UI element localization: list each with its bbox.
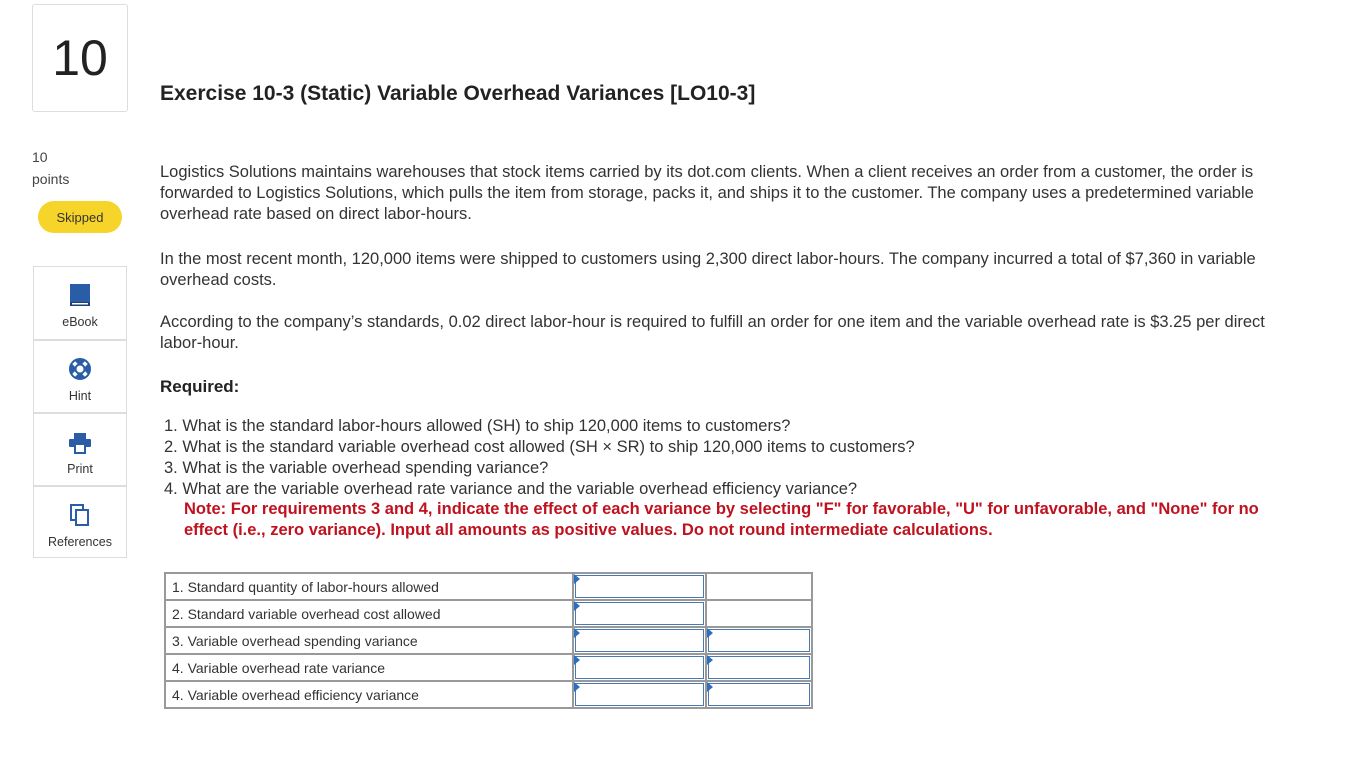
amount-input[interactable]: [575, 602, 704, 625]
amount-cell: [573, 627, 706, 654]
row-label: 4. Variable overhead efficiency variance: [165, 681, 573, 708]
input-marker-icon: [574, 655, 580, 665]
effect-select[interactable]: [708, 656, 810, 679]
amount-cell: [573, 681, 706, 708]
exercise-title: Exercise 10-3 (Static) Variable Overhead Variances [LO10-3]: [160, 82, 756, 105]
input-marker-icon: [574, 574, 580, 584]
question-number: 10: [32, 4, 128, 112]
input-marker-icon: [707, 682, 713, 692]
requirement-item: 3. What is the variable overhead spending variance?: [164, 459, 549, 477]
problem-paragraph-3: According to the company’s standards, 0.02 direct labor-hour is required to fulfill an order for one item and the variable overhead rate is $3.25 per direct labor-hour.: [160, 313, 1265, 352]
answer-table: [164, 572, 813, 709]
input-marker-icon: [574, 628, 580, 638]
lifebuoy-icon: [68, 355, 92, 381]
effect-select[interactable]: [708, 629, 810, 652]
input-marker-icon: [707, 655, 713, 665]
table-row: [165, 627, 812, 654]
instructions-note: Note: For requirements 3 and 4, indicate the effect of each variance by selecting "F" for favorable, "U" for unfavorable, and "None" for no effect (i.e., zero variance). Input all amounts as positive values. Do not round intermediate calculations.: [184, 500, 1259, 539]
problem-paragraph-1: Logistics Solutions maintains warehouses that stock items carried by its dot.com clients. When a client receives an order from a customer, the order is forwarded to Logistics Solutions, which pulls the item from storage, packs it, and ships it to the customer. The company uses a predetermined variable overhead rate based on direct labor-hours.: [160, 163, 1254, 223]
effect-cell: [706, 627, 812, 654]
amount-input[interactable]: [575, 575, 704, 598]
print-button[interactable]: [33, 413, 127, 486]
effect-select[interactable]: [708, 683, 810, 706]
requirement-item: 2. What is the standard variable overhead cost allowed (SH × SR) to ship 120,000 items to customers?: [164, 438, 915, 456]
effect-cell: [706, 681, 812, 708]
empty-cell: [706, 600, 812, 627]
input-marker-icon: [574, 601, 580, 611]
copy-icon: [69, 501, 91, 527]
row-label: 4. Variable overhead rate variance: [165, 654, 573, 681]
requirement-item: 4. What are the variable overhead rate variance and the variable overhead efficiency variance?: [164, 480, 858, 498]
row-label: 3. Variable overhead spending variance: [165, 627, 573, 654]
printer-icon: [68, 428, 92, 454]
input-marker-icon: [707, 628, 713, 638]
amount-input[interactable]: [575, 629, 704, 652]
effect-cell: [706, 654, 812, 681]
amount-cell: [573, 600, 706, 627]
table-row: [165, 681, 812, 708]
points-label: points: [32, 171, 70, 187]
references-button[interactable]: [33, 486, 127, 558]
table-row: [165, 654, 812, 681]
table-row: [165, 573, 812, 600]
requirement-item: 1. What is the standard labor-hours allowed (SH) to ship 120,000 items to customers?: [164, 417, 791, 435]
required-heading: Required:: [160, 377, 240, 396]
ebook-label: eBook: [62, 315, 98, 329]
empty-cell: [706, 573, 812, 600]
requirements-list: [164, 416, 915, 500]
print-label: Print: [67, 462, 93, 476]
amount-input[interactable]: [575, 656, 704, 679]
input-marker-icon: [574, 682, 580, 692]
row-label: 2. Standard variable overhead cost allowed: [165, 600, 573, 627]
row-label: 1. Standard quantity of labor-hours allowed: [165, 573, 573, 600]
amount-cell: [573, 573, 706, 600]
points-value: 10: [32, 149, 48, 165]
amount-cell: [573, 654, 706, 681]
amount-input[interactable]: [575, 683, 704, 706]
table-row: [165, 600, 812, 627]
hint-label: Hint: [68, 389, 92, 403]
status-badge: Skipped: [38, 201, 122, 233]
book-icon: [69, 281, 91, 307]
ebook-button[interactable]: [33, 266, 127, 340]
problem-paragraph-2: In the most recent month, 120,000 items were shipped to customers using 2,300 direct labor-hours. The company incurred a total of $7,360 in variable overhead costs.: [160, 250, 1256, 289]
references-label: References: [48, 535, 112, 549]
hint-button[interactable]: [33, 340, 127, 413]
